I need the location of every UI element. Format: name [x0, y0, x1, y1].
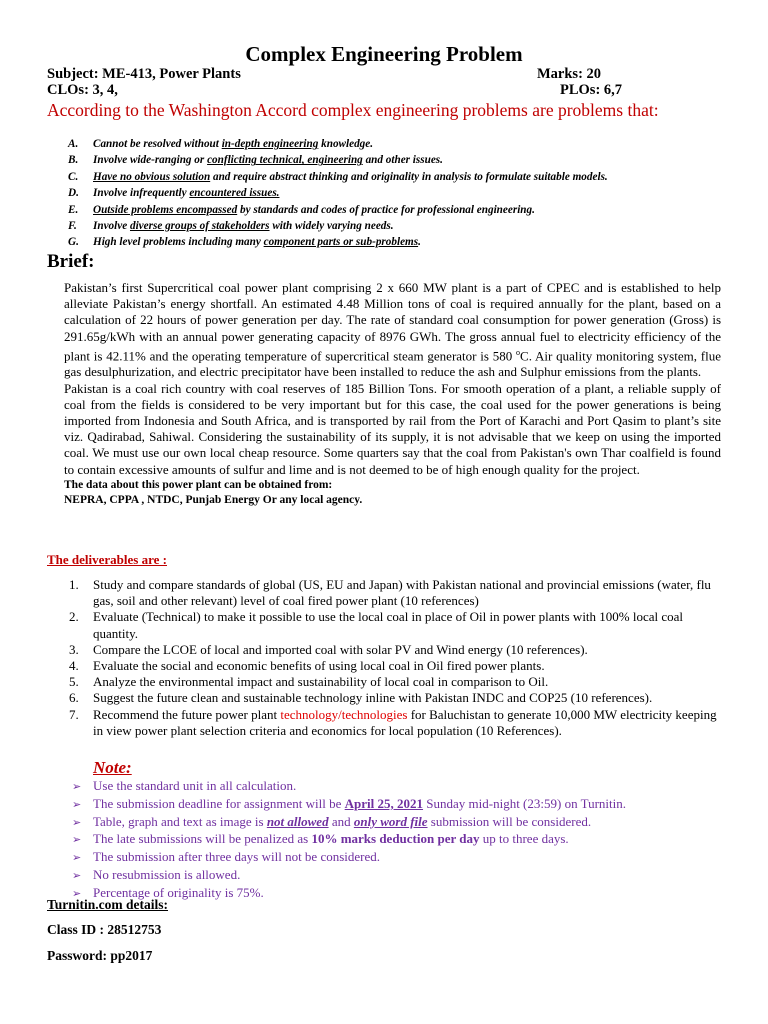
notes-list — [72, 778, 626, 903]
criteria-list — [68, 138, 608, 253]
deliverable-item: 1. Study and compare standards of global (US, EU and Japan) with Pakistan national and provincial emissions (water, flu gas, soil and other relevant) level of coal fired power plant (10 references) — [69, 577, 711, 609]
criteria-item: E. Outside problems encompassed by standards and codes of practice for professional engineering. — [68, 203, 535, 216]
note-item: ➢ The submission after three days will not be considered. — [72, 849, 626, 867]
arrow-bullet-icon: ➢ — [72, 798, 82, 811]
arrow-bullet-icon: ➢ — [72, 781, 82, 793]
arrow-bullet-icon: ➢ — [72, 852, 82, 865]
note-item: ➢ Percentage of originality is 75%. — [72, 885, 626, 903]
data-source-line: The data about this power plant can be obtained from: — [64, 478, 333, 491]
washington-accord-heading: According to the Washington Accord complex engineering problems are problems that: — [47, 100, 659, 120]
arrow-bullet-icon: ➢ — [72, 816, 82, 829]
deliverable-item: 2. Evaluate (Technical) to make it possible to use the local coal in place of Oil in power plants with 100% local coal quantity. — [69, 609, 684, 641]
brief-paragraph-1: Pakistan’s first Supercritical coal power plant comprising 2 x 660 MW plant is a part of CPEC and is established to help alleviate Pakistan’s energy shortfall. An estimated 4.48 Million tons of coal is required annually for the plant, based on a calculation of 22 hours of power generation per day. The rate of standard coal consumption for power generation (Gross) is 291.65g/kWh with an annual power generating capacity of 8976 GWh. The gross annual fuel to electricity efficiency of the plant is 42.11% and the operating temperature of supercritical steam generator is 580 $^o$C. Air quality monitoring system, flue gas desulphurization, and electric precipitator have been installed to reduce the ash and Sulphur emissions from the plants. — [64, 280, 721, 380]
deliverable-item: 3. Compare the LCOE of local and imported coal with solar PV and Wind energy (10 references). — [69, 641, 588, 657]
criteria-item: F. Involve diverse groups of stakeholders with widely varying needs. — [68, 219, 394, 232]
data-source-agencies: NEPRA, CPPA , NTDC, Punjab Energy Or any local agency. — [64, 494, 363, 507]
marks-label: Marks: 20 — [537, 66, 602, 82]
subject-label: Subject: ME-413, Power Plants — [47, 66, 241, 82]
criteria-item: D. Involve infrequently encountered issues. — [68, 187, 280, 200]
turnitin-heading: Turnitin.com details: — [47, 897, 169, 912]
class-id: Class ID : 28512753 — [47, 922, 162, 937]
deliverables-heading: The deliverables are : — [47, 552, 167, 567]
note-item: ➢ Table, graph and text as image is not allowed and only word file submission will be considered. — [72, 814, 626, 832]
deliverable-item: 5. Analyze the environmental impact and sustainability of local coal in comparison to Oil. — [69, 674, 549, 690]
deliverable-item: 7. Recommend the future power plant technology/technologies for Baluchistan to generate 10,000 MW electricity keeping in view power plant selection criteria and economics for local population (10 References). — [69, 706, 717, 738]
note-item: ➢ The late submissions will be penalized as 10% marks deduction per day up to three days. — [72, 831, 626, 849]
deliverable-item: 4. Evaluate the social and economic benefits of using local coal in Oil fired power plants. — [69, 658, 545, 674]
criteria-item: G. High level problems including many component parts or sub-problems. — [68, 236, 421, 249]
criteria-item: C. Have no obvious solution and require abstract thinking and originality in analysis to formulate suitable models. — [68, 170, 608, 183]
page-title: Complex Engineering Problem — [245, 42, 523, 66]
arrow-bullet-icon: ➢ — [72, 887, 82, 900]
brief-heading: Brief: — [47, 251, 95, 272]
plos-label: PLOs: 6,7 — [560, 82, 623, 98]
criteria-item: B. Involve wide-ranging or conflicting technical, engineering and other issues. — [68, 154, 443, 167]
deliverables-list — [64, 577, 724, 739]
deliverable-item: 6. Suggest the future clean and sustainable technology inline with Pakistan INDC and COP25 (10 references). — [69, 690, 653, 706]
password: Password: pp2017 — [47, 948, 153, 963]
arrow-bullet-icon: ➢ — [72, 869, 82, 882]
note-item: ➢ No resubmission is allowed. — [72, 867, 626, 885]
arrow-bullet-icon: ➢ — [72, 834, 82, 847]
note-item: ➢ Use the standard unit in all calculation. — [72, 778, 626, 796]
brief-body — [64, 280, 721, 509]
clos-label: CLOs: 3, 4, — [47, 82, 118, 98]
note-heading: Note: — [93, 758, 132, 777]
brief-paragraph-2: Pakistan is a coal rich country with coal reserves of 185 Billion Tons. For smooth operation of a plant, a reliable supply of coal from the fields is considered to be very important but for this case, the coal used for the power generations is being imported from Indonesia and South Africa, and is transported by rail from the Port of Karachi and Port Qasim to plant’s site viz. Qadirabad, Sahiwal. Considering the sustainability of its supply, it is not advisable that we keep on using the imported coal. We must use our own local cheap resource. Some quarters say that the coal from Pakistan's own Thar coalfield is found to contain excessive amounts of sulfur and lime and is not deemed to be of high enough quality for the project. — [64, 380, 721, 477]
criteria-item: A. Cannot be resolved without in-depth engineering knowledge. — [68, 138, 374, 150]
note-item: ➢ The submission deadline for assignment will be April 25, 2021 Sunday mid-night (23:59) on Turnitin. — [72, 796, 626, 814]
